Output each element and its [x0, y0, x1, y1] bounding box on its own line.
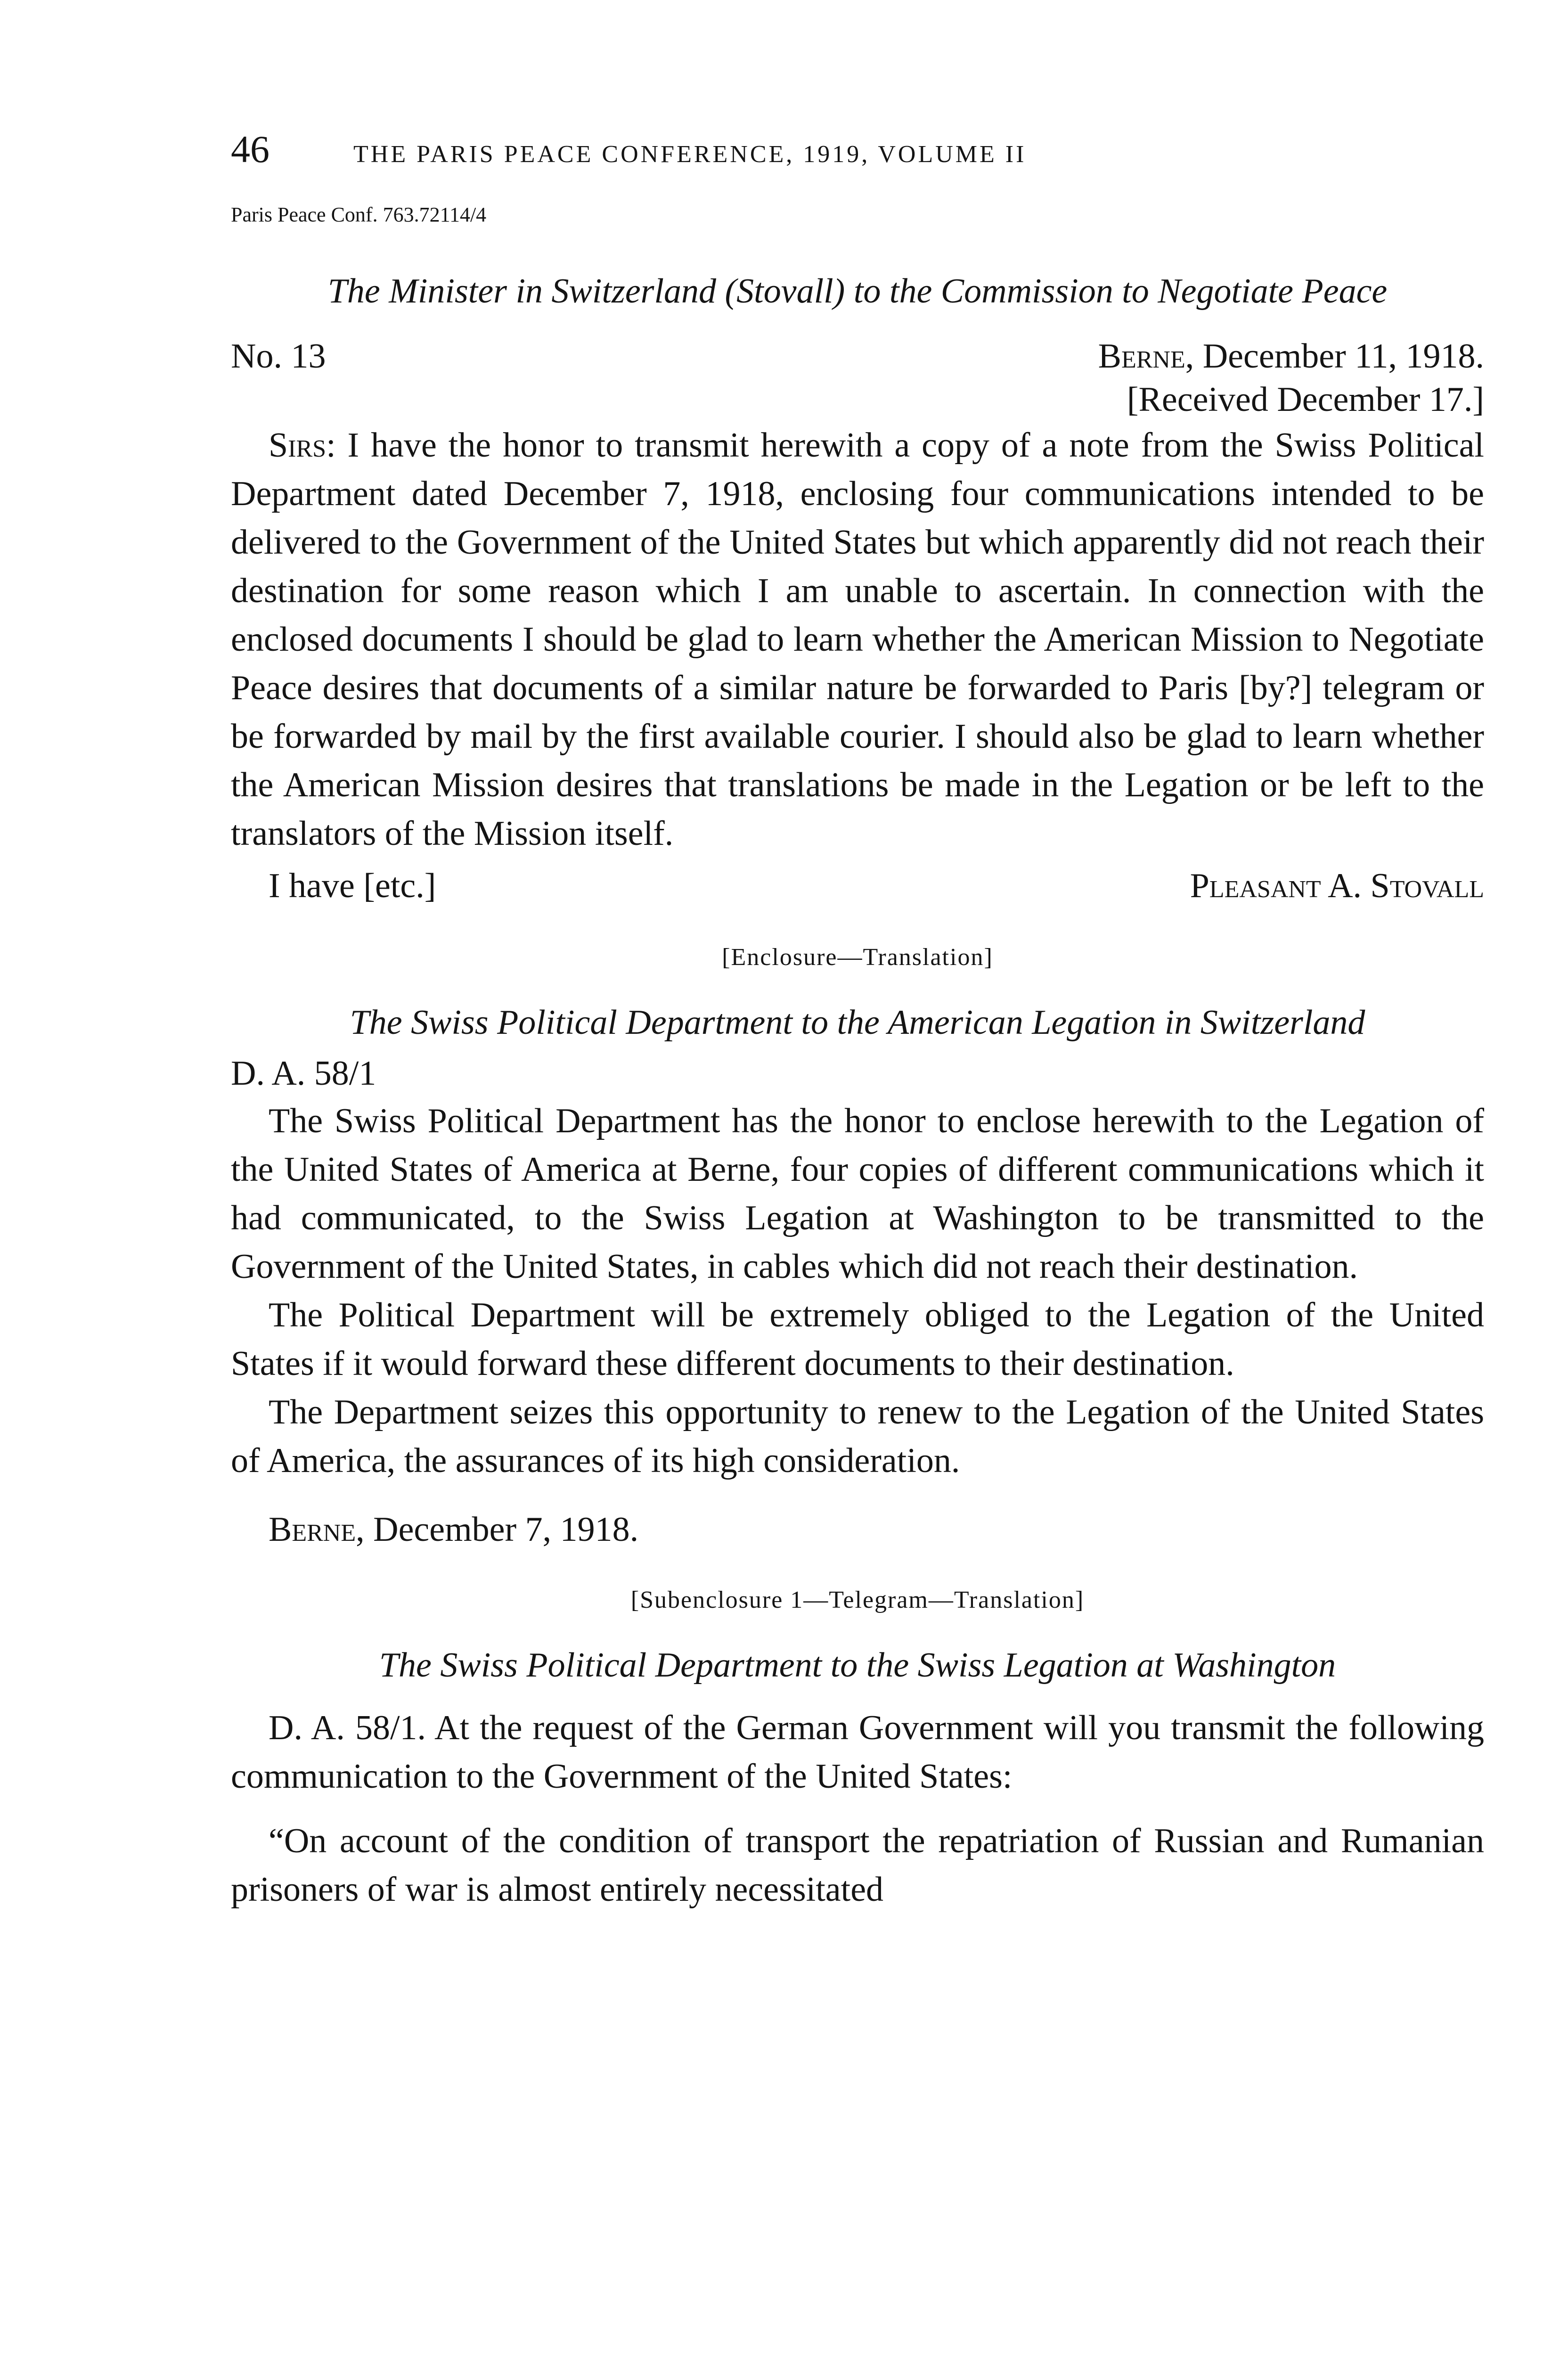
running-title: THE PARIS PEACE CONFERENCE, 1919, VOLUME II — [353, 141, 1027, 168]
letter-dateline — [1098, 335, 1484, 378]
subenclosure-paragraph: “On account of the condition of transport the repatriation of Russian and Rumanian prisoners of war is almost entirely necessitated — [231, 1822, 1484, 1909]
signature: Pleasant A. Stovall — [1190, 867, 1484, 905]
running-head — [231, 127, 1484, 179]
received-note: [Received December 17.] — [1127, 380, 1484, 419]
enclosure-dateline — [231, 1506, 1484, 1553]
letter-body-text: : I have the honor to transmit herewith a copy of a note from the Swiss Political Department dated December 7, 1918, enclosing four communications intended to be delivered to the Government of the United States but which apparently did not reach their destination for some reason which I am unable to ascertain. In connection with the enclosed documents I should be glad to learn whether the American Mission to Negotiate Peace desires that documents of a similar nature be forwarded to Paris [by?] telegram or be forwarded by mail by the first available courier. I should also be glad to learn whether the American Mission desires that translations be made in the Legation or be left to the translators of the Mission itself. — [231, 426, 1484, 853]
enclosure-paragraph: The Department seizes this opportunity to renew to the Legation of the United States of America, the assurances of its high consideration. — [231, 1393, 1484, 1480]
subenclosure-paragraph: D. A. 58/1. At the request of the German Government will you transmit the following communication to the Government of the United States: — [231, 1709, 1484, 1796]
letter-header-row — [231, 335, 1484, 378]
file-reference: Paris Peace Conf. 763.72114/4 — [231, 203, 487, 226]
spacer — [231, 1688, 1484, 1704]
enclosure-paragraph: The Swiss Political Department has the honor to enclose herewith to the Legation of the United States of America at Berne, four copies of different communications which it had communicated, to the Swiss Legation at Washington to be transmitted to the Government of the United States, in cables which did not reach their destination. — [231, 1102, 1484, 1286]
enclosure-label: [Enclosure—Translation] — [722, 944, 993, 971]
letter-place: Berne, — [1098, 337, 1194, 376]
closing: I have [etc.] — [269, 867, 436, 905]
letter-number: No. 13 — [231, 337, 326, 376]
enclosure-paragraph: The Political Department will be extremely obliged to the Legation of the United States if it would forward these different documents to their destination. — [231, 1296, 1484, 1383]
letter-body — [231, 421, 1484, 858]
spacer — [231, 1801, 1484, 1817]
subenclosure-title: The Swiss Political Department to the Swiss Legation at Washington — [379, 1646, 1336, 1685]
enclosure-reference: D. A. 58/1 — [231, 1054, 376, 1093]
subenclosure-label: [Subenclosure 1—Telegram—Translation] — [630, 1587, 1085, 1613]
document-page — [231, 127, 1484, 1914]
closing-row — [231, 862, 1484, 910]
enclosure-place: Berne, — [269, 1510, 365, 1549]
enclosure-title: The Swiss Political Department to the American Legation in Switzerland — [350, 1003, 1365, 1042]
page-number: 46 — [231, 128, 270, 171]
salutation: Sirs — [269, 426, 327, 465]
enclosure-date: December 7, 1918. — [364, 1510, 639, 1549]
letter-date: December 11, 1918. — [1194, 337, 1484, 376]
letter-title: The Minister in Switzerland (Stovall) to the Commission to Negotiate Peace — [327, 272, 1388, 311]
